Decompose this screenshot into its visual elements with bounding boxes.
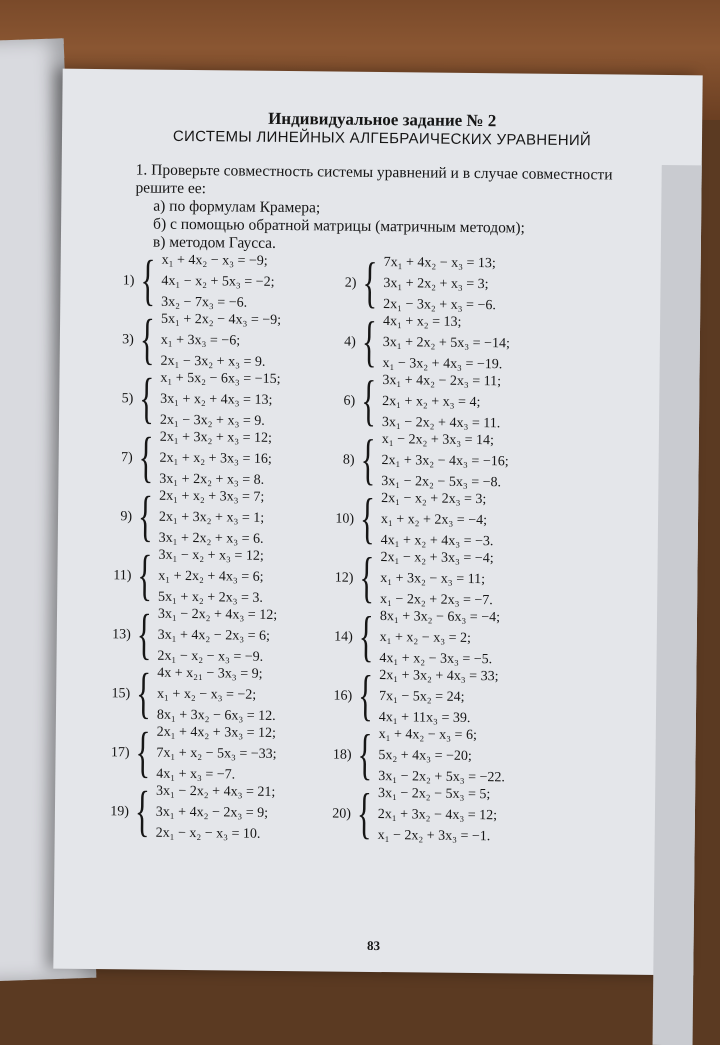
- equation-system: [98, 426, 272, 491]
- equation-system: [100, 308, 282, 373]
- system-number: 19): [110, 803, 130, 819]
- equation: x₁ + x₂ + 2x₃ = −4;: [380, 512, 488, 529]
- left-brace: {: [356, 782, 373, 846]
- equation: 2x₁ − 3x₂ + x₃ = 9.: [159, 412, 265, 429]
- equation-lines: [157, 604, 277, 668]
- equation: 2x₁ + 3x₂ + 4x₃ = 33;: [379, 668, 499, 685]
- equation: 4x₁ + 11x₃ = 39.: [378, 710, 471, 726]
- equation: x₁ + x₂ − x₃ = −2;: [156, 686, 257, 703]
- equation: 3x₁ − 2x₂ − 5x₃ = −8.: [381, 474, 502, 491]
- system-number: 11): [113, 567, 132, 583]
- equation: 3x₂ − 7x₃ = −6.: [161, 294, 248, 311]
- system-number: 14): [334, 629, 353, 645]
- equation: 3x₁ + 4x₂ − 2x₃ = 9;: [155, 804, 269, 821]
- equation: 5x₁ + 2x₂ − 4x₃ = −9;: [160, 311, 282, 328]
- equation-lines: [159, 486, 265, 550]
- left-brace: {: [140, 249, 156, 312]
- equation: x₁ − 2x₂ + 2x₃ = −7.: [380, 592, 493, 609]
- left-brace: {: [360, 428, 376, 492]
- equation-system: [100, 249, 275, 314]
- system-number: 20): [332, 806, 352, 822]
- equation: 3x₁ − x₂ + x₃ = 12;: [158, 547, 264, 564]
- left-brace: {: [357, 723, 373, 787]
- left-brace: {: [359, 487, 376, 551]
- equation-lines: [157, 663, 276, 727]
- equation: 2x₁ + 3x₂ − 4x₃ = 12;: [377, 807, 498, 824]
- equation: 5x₂ + 4x₃ = −20;: [378, 748, 472, 764]
- equation: 3x₁ + 2x₂ + x₃ = 3;: [383, 276, 489, 293]
- equation: x₁ − 2x₂ + 3x₃ = −1.: [377, 828, 491, 845]
- left-brace: {: [360, 369, 377, 433]
- equation: 3x₁ − 2x₂ + 4x₃ = 21;: [155, 783, 276, 800]
- left-brace: {: [135, 662, 152, 725]
- equation-lines: [156, 722, 277, 786]
- equation-system: [321, 369, 501, 434]
- equation: x₁ + 2x₂ + 4x₃ = 6;: [158, 568, 264, 585]
- equation-lines: [380, 547, 494, 611]
- equation: 3x₁ + 2x₂ + x₃ = 6.: [158, 530, 264, 547]
- equation: 2x₁ + 4x₂ + 3x₃ = 12;: [156, 724, 276, 741]
- left-brace: {: [138, 367, 155, 430]
- equation: 2x₁ + 3x₂ + x₃ = 1;: [158, 509, 265, 526]
- system-number: 2): [344, 275, 357, 291]
- equation-system: [95, 780, 276, 845]
- equation-system: [97, 544, 264, 609]
- equation-lines: [161, 250, 275, 314]
- equation: 3x₁ + x₂ + 4x₃ = 13;: [160, 391, 273, 408]
- left-brace: {: [135, 721, 151, 784]
- equation-system: [319, 546, 494, 611]
- equation: 2x₁ + x₂ + x₃ = 4;: [382, 394, 481, 411]
- left-brace: {: [134, 780, 151, 843]
- task-line-2: решите ее:: [135, 179, 207, 198]
- equation: 8x₁ + 3x₂ − 6x₃ = −4;: [379, 609, 501, 626]
- equation: 8x₁ + 3x₂ − 6x₃ = 12.: [156, 707, 276, 724]
- equation: 4x₁ + x₃ = −7.: [156, 766, 236, 783]
- system-number: 6): [343, 393, 356, 409]
- equation-system: [317, 782, 498, 847]
- equation: 2x₁ − x₂ − x₃ = 10.: [155, 825, 261, 842]
- left-brace: {: [362, 251, 378, 315]
- equation: x₁ + 3x₂ − x₃ = 11;: [380, 571, 486, 588]
- left-brace: {: [138, 426, 154, 489]
- task-line-1: 1. Проверьте совместность системы уравнений и в случае совместности: [135, 161, 613, 184]
- task-instructions: [135, 161, 656, 256]
- equation-lines: [378, 724, 505, 788]
- system-number: 13): [112, 626, 131, 642]
- equation-lines: [381, 488, 494, 552]
- page-content: [53, 69, 702, 976]
- equation: 3x₁ − 2x₂ + 4x₃ = 11.: [381, 415, 501, 432]
- equation-lines: [158, 545, 264, 609]
- left-brace: {: [137, 544, 153, 607]
- equation: 3x₁ + 2x₂ + x₃ = 8.: [159, 471, 265, 488]
- equation-system: [318, 605, 500, 670]
- equation: 7x₁ − 5x₂ = 24;: [378, 689, 465, 705]
- equation: 4x + x₂₁ − 3x₃ = 9;: [157, 665, 263, 682]
- equation: 3x₁ + 2x₂ + 5x₃ = −14;: [382, 335, 510, 352]
- left-brace: {: [137, 485, 154, 548]
- system-number: 4): [344, 334, 356, 350]
- equation: x₁ + 5x₂ − 6x₃ = −15;: [160, 370, 281, 387]
- equation: x₁ + x₂ − x₃ = 2;: [379, 630, 471, 646]
- equation-lines: [382, 370, 501, 434]
- left-brace: {: [359, 546, 375, 610]
- equation: 7x₁ + x₂ − 5x₃ = −33;: [156, 745, 277, 762]
- equation: 2x₁ − 3x₂ + x₃ = 9.: [160, 353, 266, 370]
- equation-lines: [379, 665, 499, 729]
- equation: 3x₁ + 4x₂ − 2x₃ = 6;: [157, 627, 270, 644]
- system-number: 12): [334, 570, 354, 586]
- equation-system: [96, 662, 276, 727]
- equation-lines: [383, 252, 496, 316]
- equation-system: [99, 367, 281, 432]
- equation-system: [320, 428, 509, 493]
- equation-lines: [160, 368, 281, 432]
- equation: 2x₁ − x₂ + 3x₃ = −4;: [380, 550, 494, 567]
- equation-lines: [160, 309, 281, 373]
- equation-system: [95, 721, 277, 786]
- system-number: 10): [335, 511, 355, 527]
- equation: x₁ + 4x₂ − x₃ = 6;: [378, 727, 477, 744]
- equation: 7x₁ + 4x₂ − x₃ = 13;: [383, 255, 496, 272]
- equation: 3x₁ − 2x₂ − 5x₃ = 5;: [377, 786, 491, 803]
- equation-lines: [382, 311, 510, 375]
- equation: 2x₁ + 3x₂ + x₃ = 12;: [159, 429, 273, 446]
- option-inverse-matrix: б) с помощью обратной матрицы (матричным методом);: [153, 215, 525, 237]
- equation: 4x₁ − x₂ + 5x₃ = −2;: [161, 273, 275, 290]
- system-number: 16): [333, 688, 353, 704]
- equation-system: [317, 723, 505, 788]
- left-brace: {: [361, 310, 377, 374]
- system-number: 8): [342, 452, 355, 468]
- equation-lines: [381, 429, 509, 493]
- system-number: 18): [332, 747, 352, 763]
- book-page: [53, 69, 702, 976]
- system-number: 9): [120, 508, 133, 524]
- equation: 2x₁ + x₂ + 3x₃ = 16;: [159, 450, 272, 467]
- system-number: 5): [121, 390, 134, 406]
- topic-title: СИСТЕМЫ ЛИНЕЙНЫХ АЛГЕБРАИЧЕСКИХ УРАВНЕНИЙ: [172, 127, 592, 150]
- equation: 3x₁ + 4x₂ − 2x₃ = 11;: [382, 373, 502, 390]
- equation: 2x₁ − x₂ + 2x₃ = 3;: [381, 491, 487, 508]
- left-brace: {: [358, 605, 374, 669]
- option-gauss: в) методом Гаусса.: [152, 233, 277, 252]
- option-cramer: а) по формулам Крамера;: [153, 197, 321, 217]
- equation: x₁ + 4x₂ − x₃ = −9;: [161, 252, 268, 269]
- equation: 3x₁ − 2x₂ + 5x₃ = −22.: [378, 769, 506, 786]
- system-number: 1): [122, 272, 135, 288]
- left-brace: {: [357, 664, 374, 728]
- equation-system: [318, 664, 499, 729]
- system-number: 17): [110, 744, 130, 760]
- equation-system: [96, 603, 277, 668]
- system-number: 3): [122, 331, 134, 347]
- system-number: 15): [111, 685, 131, 701]
- equation: 4x₁ + x₂ + 4x₃ = −3.: [380, 533, 494, 550]
- equation-system: [320, 487, 494, 552]
- equation: x₁ − 3x₂ + 4x₃ = −19.: [382, 356, 503, 373]
- equation-lines: [159, 427, 272, 491]
- left-brace: {: [136, 603, 152, 666]
- equation: 4x₁ + x₂ = 13;: [382, 314, 462, 330]
- equation-lines: [377, 783, 497, 847]
- equation-system: [322, 251, 496, 316]
- equation: 2x₁ + x₂ + 3x₃ = 7;: [159, 488, 265, 505]
- equation: 2x₁ − 3x₂ + x₃ = −6.: [383, 297, 496, 314]
- equation-system: [322, 310, 511, 375]
- equation: 3x₁ − 2x₂ + 4x₃ = 12;: [157, 606, 278, 623]
- page-number: 83: [366, 937, 381, 954]
- equation-system: [98, 485, 265, 550]
- left-brace: {: [139, 308, 156, 371]
- equation: 4x₁ + x₂ − 3x₃ = −5.: [379, 651, 493, 668]
- equation: x₁ + 3x₃ = −6;: [160, 332, 241, 349]
- equation: x₁ − 2x₂ + 3x₃ = 14;: [381, 432, 495, 449]
- assignment-heading: Индивидуальное задание № 2: [268, 108, 497, 131]
- equation: 2x₁ + 3x₂ − 4x₃ = −16;: [381, 453, 509, 470]
- equation: 2x₁ − x₂ − x₃ = −9.: [157, 648, 264, 665]
- equation-lines: [379, 606, 500, 670]
- system-number: 7): [120, 449, 133, 465]
- equation-lines: [156, 781, 276, 845]
- equation: 5x₁ + x₂ + 2x₃ = 3.: [158, 589, 264, 606]
